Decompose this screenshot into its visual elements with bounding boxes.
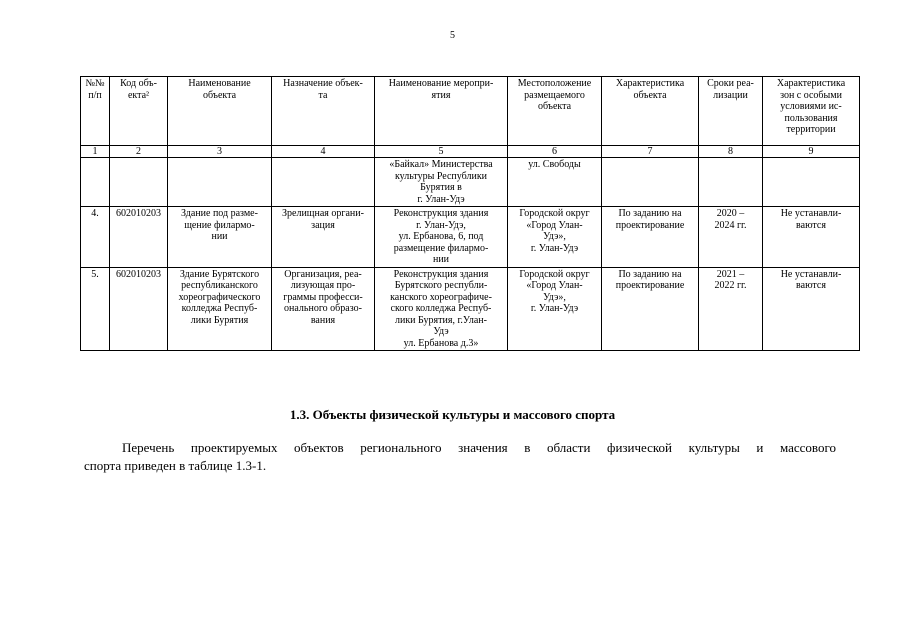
cell-line: граммы професси-: [283, 291, 363, 303]
cell-line: №№: [85, 78, 105, 89]
column-header: [763, 77, 860, 146]
cell-line: 2024 гг.: [714, 219, 747, 231]
table-cell: [699, 207, 763, 268]
cell-line: Наименование меропри-: [388, 78, 494, 89]
column-header: [81, 77, 110, 146]
column-number: 8: [699, 146, 763, 158]
cell-line: 5.: [91, 268, 99, 280]
cell-line: Зрелищная органи-: [282, 208, 364, 219]
column-header: [110, 77, 168, 146]
cell-line: ваются: [796, 219, 826, 231]
cell-line: республиканского: [181, 280, 258, 291]
body-paragraph: [84, 439, 836, 475]
cell-line: Удэ»,: [543, 291, 566, 303]
table-cell: [168, 158, 272, 207]
column-header: [508, 77, 602, 146]
table-row: [81, 207, 860, 268]
cell-line: ского колледжа Респуб-: [390, 303, 492, 314]
cell-line: Организация, реа-: [284, 268, 362, 280]
column-header: [168, 77, 272, 146]
cell-line: лики Бурятия, г.Улан-: [394, 314, 487, 326]
cell-line: г. Улан-Удэ: [417, 193, 465, 205]
table-cell: [272, 158, 375, 207]
section-heading: 1.3. Объекты физической культуры и массового спорта: [289, 407, 616, 422]
cell-line: та: [318, 89, 328, 101]
cell-line: 2021 –: [716, 268, 745, 280]
cell-line: культуры Республики: [394, 170, 488, 182]
cell-line: ул. Ербанова, 6, под: [398, 231, 484, 242]
cell-line: зация: [311, 219, 335, 231]
cell-line: Код объ-: [120, 78, 157, 89]
table-cell: [110, 207, 168, 268]
cell-line: 602010203: [116, 208, 161, 219]
cell-line: 2020 –: [716, 208, 745, 219]
cell-line: г. Улан-Удэ,: [416, 219, 466, 231]
column-number-row: [81, 146, 860, 158]
cell-line: пользования: [784, 112, 838, 124]
cell-line: ул. Ербанова д.3»: [403, 337, 479, 349]
cell-line: Бурятия в: [420, 182, 462, 193]
column-header: [699, 77, 763, 146]
table-cell: [81, 207, 110, 268]
cell-line: п/п: [88, 89, 102, 101]
cell-line: екта²: [127, 89, 150, 101]
cell-line: ятия: [431, 89, 451, 101]
column-number: 4: [272, 146, 375, 158]
table-cell: [763, 158, 860, 207]
table-header-row: [81, 77, 860, 146]
table-cell: [375, 158, 508, 207]
cell-line: Характеристика: [776, 78, 846, 89]
cell-line: проектирование: [615, 219, 685, 231]
page-number: 5: [450, 30, 455, 41]
table-cell: [763, 267, 860, 351]
cell-line: ул. Свободы: [528, 159, 581, 170]
cell-line: зон с особыми: [780, 89, 842, 101]
table-cell: [508, 158, 602, 207]
cell-line: вания: [310, 314, 336, 326]
cell-line: Бурятского республи-: [394, 280, 488, 291]
cell-line: Реконструкция здания: [393, 268, 489, 280]
paragraph-line: Перечень проектируемых объектов регионального значения в области физической культуры и массового: [122, 440, 836, 455]
cell-line: «Город Улан-: [526, 280, 583, 291]
cell-line: По заданию на: [618, 268, 682, 280]
cell-line: Удэ»,: [543, 231, 566, 242]
table-cell: [110, 158, 168, 207]
table-cell: [508, 207, 602, 268]
cell-line: Наименование: [188, 78, 251, 89]
paragraph-line: спорта приведен в таблице 1.3-1.: [84, 458, 267, 473]
cell-line: территории: [786, 124, 836, 135]
table-cell: [699, 158, 763, 207]
cell-line: размещаемого: [524, 89, 585, 101]
table-cell: [602, 158, 699, 207]
table-cell: [602, 207, 699, 268]
cell-line: Назначение объек-: [283, 78, 363, 89]
table-cell: [508, 267, 602, 351]
cell-line: «Город Улан-: [526, 219, 583, 231]
cell-line: Здание Бурятского: [179, 268, 260, 280]
cell-line: хореографического: [178, 291, 261, 303]
cell-line: условиями ис-: [780, 101, 842, 112]
table-cell: [81, 158, 110, 207]
table-cell: [168, 207, 272, 268]
column-header: [272, 77, 375, 146]
cell-line: 2022 гг.: [714, 280, 747, 291]
table-cell: [110, 267, 168, 351]
cell-line: Городской округ: [519, 208, 590, 219]
cell-line: размещение филармо-: [393, 242, 489, 254]
cell-line: По заданию на: [618, 208, 682, 219]
cell-line: объекта: [202, 89, 237, 101]
table-cell: [375, 267, 508, 351]
table-cell: [763, 207, 860, 268]
column-number: 5: [375, 146, 508, 158]
cell-line: Городской округ: [519, 268, 590, 280]
cell-line: колледжа Респуб-: [181, 303, 258, 314]
cell-line: объекта: [633, 89, 667, 101]
table-row: [81, 158, 860, 207]
objects-table: [80, 76, 860, 351]
cell-line: лики Бурятия: [190, 314, 249, 326]
cell-line: Сроки реа-: [707, 78, 754, 89]
column-header: [602, 77, 699, 146]
column-header: [375, 77, 508, 146]
cell-line: онального образо-: [284, 303, 362, 314]
column-number: 6: [508, 146, 602, 158]
column-number: 1: [81, 146, 110, 158]
cell-line: 602010203: [116, 268, 161, 280]
cell-line: нии: [432, 254, 450, 265]
cell-line: лизации: [713, 89, 748, 101]
table-cell: [168, 267, 272, 351]
cell-line: Местоположение: [517, 78, 592, 89]
table-cell: [699, 267, 763, 351]
cell-line: объекта: [537, 101, 572, 112]
cell-line: 4.: [91, 208, 99, 219]
cell-line: Характеристика: [615, 78, 685, 89]
cell-line: ваются: [796, 280, 826, 291]
cell-line: Не устанавли-: [780, 268, 842, 280]
cell-line: Реконструкция здания: [393, 208, 489, 219]
column-number: 9: [763, 146, 860, 158]
table-cell: [375, 207, 508, 268]
cell-line: г. Улан-Удэ: [530, 303, 579, 314]
table-cell: [272, 267, 375, 351]
cell-line: г. Улан-Удэ: [530, 242, 579, 254]
cell-line: проектирование: [615, 280, 685, 291]
cell-line: нии: [211, 231, 228, 242]
cell-line: Удэ: [433, 326, 449, 337]
cell-line: Не устанавли-: [780, 208, 842, 219]
table-cell: [272, 207, 375, 268]
table-row: [81, 267, 860, 351]
table-cell: [81, 267, 110, 351]
cell-line: щение филармо-: [184, 219, 255, 231]
cell-line: канского хореографиче-: [390, 291, 492, 303]
cell-line: Здание под разме-: [181, 208, 258, 219]
cell-line: «Байкал» Министерства: [389, 159, 493, 170]
column-number: 2: [110, 146, 168, 158]
column-number: 3: [168, 146, 272, 158]
column-number: 7: [602, 146, 699, 158]
table-cell: [602, 267, 699, 351]
cell-line: лизующая про-: [290, 280, 356, 291]
